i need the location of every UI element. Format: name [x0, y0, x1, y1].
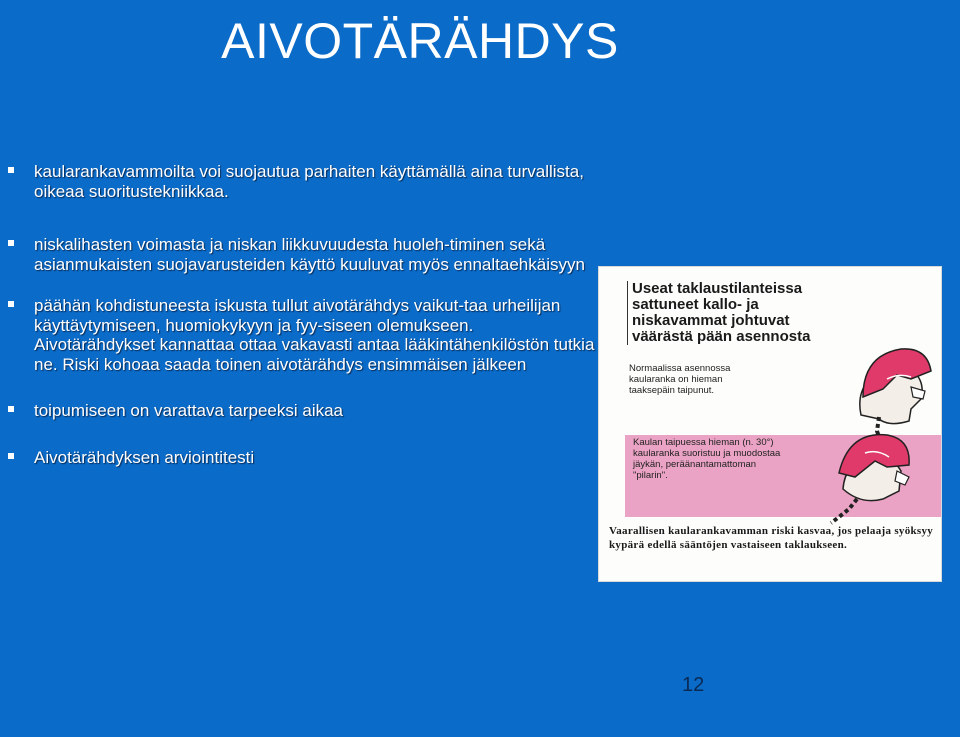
bullet-text: päähän kohdistuneesta iskusta tullut aivotärähdys vaikut-taa urheilijan käyttäytymiseen, huomiokykyyn ja fyy-siseen olemukseen. Aivotärähdykset kannattaa ottaa vakavasti antaa lääkintähenkilöstön tutkia ne. Riski kohoaa saada toinen aivotärähdys ensimmäisen jälkeen [34, 296, 595, 374]
square-bullet-icon [8, 301, 14, 307]
figure-top-caption: Normaalissa asennossa kaularanka on hieman taaksepäin taipunut. [629, 363, 731, 396]
tilted-head-figure [831, 435, 909, 523]
bullet-text: toipumiseen on varattava tarpeeksi aikaa [34, 401, 344, 420]
bullet-item [8, 448, 598, 468]
page-number: 12 [682, 674, 705, 696]
square-bullet-icon [8, 167, 14, 173]
bullet-item [8, 162, 598, 201]
bullet-list [8, 162, 598, 467]
bullet-text: Aivotärähdyksen arviointitesti [34, 447, 255, 467]
bullet-item [8, 401, 598, 421]
square-bullet-icon [8, 453, 14, 459]
square-bullet-icon [8, 406, 14, 412]
bullet-item [8, 296, 598, 374]
figure-bottom-text: Vaarallisen kaularankavamman riski kasvaa, jos pelaaja syöksyy kypärä edellä sääntöjen vastaiseen taklaukseen. [609, 525, 934, 551]
figure-pink-caption: Kaulan taipuessa hieman (n. 30°) kaularanka suoristuu ja muodostaa jäykän, peräänantamattoman "pilarin". [633, 437, 781, 481]
slide-title: AIVOTÄRÄHDYS [221, 13, 619, 69]
bullet-text: kaularankavammoilta voi suojautua parhaiten käyttämällä aina turvallista, oikeaa suoritustekniikkaa. [34, 162, 584, 201]
square-bullet-icon [8, 240, 14, 246]
bullet-item [8, 235, 598, 274]
neck-injury-illustration [598, 266, 942, 582]
bullet-text: niskalihasten voimasta ja niskan liikkuvuudesta huoleh-timinen sekä asianmukaisten suojavarusteiden käyttö kuuluvat myös ennaltaehkäisyyn [34, 235, 585, 274]
figure-heading: Useat taklaustilanteissa sattuneet kallo- ja niskavammat johtuvat väärästä pään asennosta [627, 281, 822, 345]
